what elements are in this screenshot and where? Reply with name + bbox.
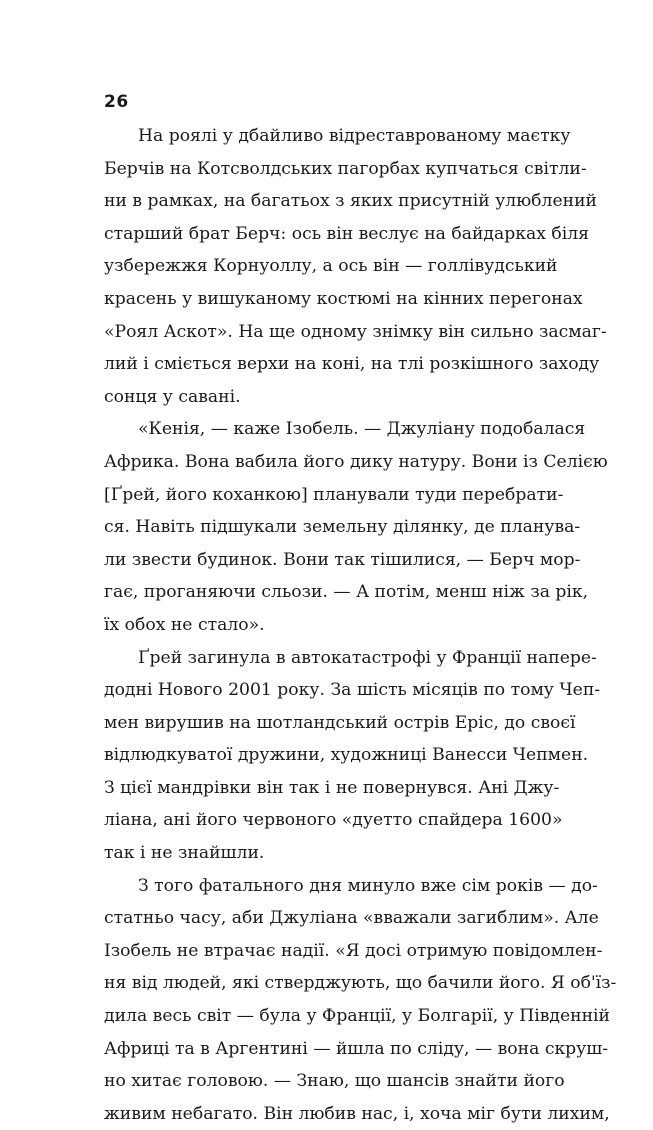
text-line: старший брат Берч: ось він веслує на байдарках біля [104, 223, 590, 244]
page-number: 26 [104, 92, 129, 112]
text-line: ліана, ані його червоного «дуетто спайдера 1600» [104, 810, 563, 831]
text-line: лий і сміється верхи на коні, на тлі розкішного заходу [104, 354, 600, 375]
text-line: ли звести будинок. Вони так тішилися, — Берч мор- [104, 549, 581, 570]
text-line: На роялі у дбайливо відреставрованому маєтку [138, 126, 571, 146]
text-line: З того фатального дня минуло вже сім років — до- [138, 875, 598, 896]
text-line: додні Нового 2001 року. За шість місяців по тому Чеп- [104, 680, 601, 701]
text-line: З цієї мандрівки він так і не повернувся. Ані Джу- [104, 777, 560, 798]
text-line: красень у вишуканому костюмі на кінних перегонах [104, 288, 583, 309]
text-line: сонця у савані. [104, 386, 241, 407]
text-line: [Ґрей, його коханкою] планували туди перебрати- [104, 484, 564, 505]
text-line: так і не знайшли. [104, 843, 265, 864]
text-line: «Кенія, — каже Ізобель. — Джуліану подобалася [138, 419, 586, 440]
text-line: ся. Навіть підшукали земельну ділянку, де планува- [104, 517, 581, 538]
text-line: Африці та в Аргентині — йшла по сліду, — вона скруш- [104, 1038, 609, 1059]
text-line: ня від людей, які стверджують, що бачили його. Я об'їз- [104, 973, 617, 994]
page-text [104, 120, 617, 1130]
text-line: Африка. Вона вабила його дику натуру. Вони із Селією [104, 451, 608, 472]
text-line: мен вирушив на шотландський острів Еріс, до своєї [104, 712, 576, 733]
text-line: узбережжя Корнуоллу, а ось він — голлівудський [104, 256, 558, 277]
text-line: Ґрей загинула в автокатастрофі у Франції напере- [138, 647, 597, 668]
text-line: Ізобель не втрачає надії. «Я досі отримую повідомлен- [104, 940, 603, 961]
text-line: «Роял Аскот». На ще одному знімку він сильно засмаг- [104, 321, 607, 342]
text-line: їх обох не стало». [104, 614, 265, 635]
text-line: Берчів на Котсволдських пагорбах купчаться світли- [104, 158, 587, 179]
text-line: відлюдкуватої дружини, художниці Ванесси Чепмен. [104, 745, 589, 766]
text-line: дила весь світ — була у Франції, у Болгарії, у Південній [104, 1006, 610, 1027]
text-line: статньо часу, аби Джуліана «вважали загиблим». Але [104, 908, 599, 929]
text-line: гає, проганяючи сльози. — А потім, менш ніж за рік, [104, 582, 589, 603]
text-line: но хитає головою. — Знаю, що шансів знайти його [104, 1071, 565, 1092]
text-line: живим небагато. Він любив нас, і, хоча міг бути лихим, [104, 1103, 610, 1124]
text-line: ни в рамках, на багатьох з яких присутній улюблений [104, 191, 597, 212]
